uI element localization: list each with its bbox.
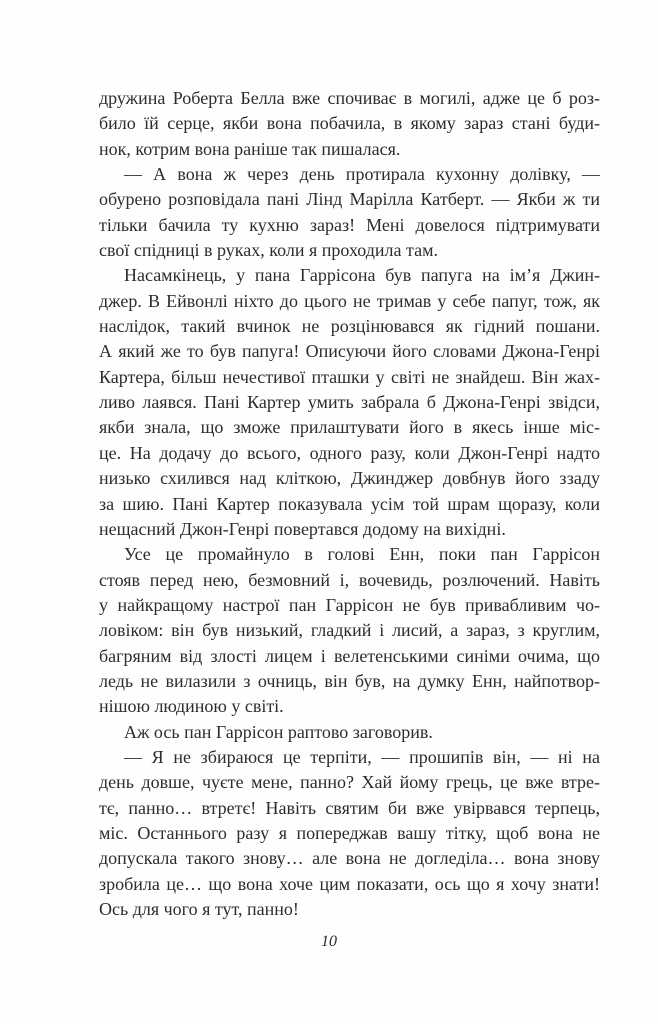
text-line: допускала такого знову… але вона не догледіла… вона знову bbox=[99, 848, 600, 869]
text-line: низько схилився над кліткою, Джинджер довбнув його ззаду bbox=[99, 468, 600, 489]
text-line: міс. Останнього разу я попереджав вашу тітку, щоб вона не bbox=[99, 822, 600, 843]
page-text bbox=[99, 86, 600, 922]
page-number: 10 bbox=[321, 933, 337, 950]
text-line: у найкращому настрої пан Гаррісон не був привабливим чо- bbox=[99, 594, 600, 615]
text-line: тільки бачила ту кухню зараз! Мені довелося підтримувати bbox=[99, 214, 600, 235]
text-line: свої спідниці в руках, коли я проходила там. bbox=[99, 240, 438, 261]
text-line: Аж ось пан Гаррісон раптово заговорив. bbox=[124, 721, 433, 742]
text-line: за шию. Пані Картер показувала усім той шрам щоразу, коли bbox=[99, 493, 600, 514]
text-line: Насамкінець, у пана Гаррісона був папуга на ім’я Джин- bbox=[124, 265, 600, 286]
text-line: Ось для чого я тут, панно! bbox=[99, 899, 299, 919]
text-line: ледь не вилазили з очниць, він був, на думку Енн, найпотвор- bbox=[99, 670, 600, 691]
text-line: било їй серце, якби вона побачила, в якому зараз стані буди- bbox=[99, 113, 600, 134]
text-line: нішою людиною у світі. bbox=[99, 696, 284, 717]
text-line: ливо лаявся. Пані Картер умить забрала б Джона-Генрі звідси, bbox=[99, 392, 600, 413]
text-line: — А вона ж через день протирала кухонну долівку, — bbox=[124, 164, 600, 185]
text-line: нещасний Джон-Генрі повертався додому на вихідні. bbox=[99, 518, 506, 539]
text-line: джер. В Ейвонлі ніхто до цього не тримав у себе папуг, тож, як bbox=[99, 290, 600, 311]
text-line: стояв перед нею, безмовний і, вочевидь, розлючений. Навіть bbox=[99, 569, 600, 590]
text-line: А який же то був папуга! Описуючи його словами Джона-Генрі bbox=[99, 341, 600, 362]
text-line: тє, панно… втретє! Навіть святим би вже увірвався терпець, bbox=[99, 797, 600, 818]
text-line: нок, котрим вона раніше так пишалася. bbox=[99, 138, 401, 159]
text-line: — Я не збираюся це терпіти, — прошипів він, — ні на bbox=[124, 746, 600, 767]
text-line: Картера, більш нечестивої пташки у світі не знайдеш. Він жах- bbox=[99, 366, 600, 387]
text-line: обурено розповідала пані Лінд Марілла Катберт. — Якби ж ти bbox=[99, 189, 600, 210]
text-line: це. На додачу до всього, одного разу, коли Джон-Генрі надто bbox=[99, 442, 600, 463]
text-line: ловіком: він був низький, гладкий і лисий, а зараз, з круглим, bbox=[99, 620, 600, 641]
text-line: наслідок, такий вчинок не розцінювався як гідний пошани. bbox=[99, 316, 600, 337]
text-line: день довше, чуєте мене, панно? Хай йому грець, це вже втре- bbox=[99, 772, 600, 793]
text-line: дружина Роберта Белла вже спочиває в могилі, адже це б роз- bbox=[99, 88, 600, 108]
text-line: якби знала, що зможе прилаштувати його в якесь інше міс- bbox=[99, 417, 600, 438]
text-line: зробила це… що вона хоче цим показати, ось що я хочу знати! bbox=[99, 873, 600, 894]
text-line: багряним від злості лицем і велетенськими синіми очима, що bbox=[99, 645, 600, 666]
text-line: Усе це промайнуло в голові Енн, поки пан Гаррісон bbox=[124, 544, 600, 565]
